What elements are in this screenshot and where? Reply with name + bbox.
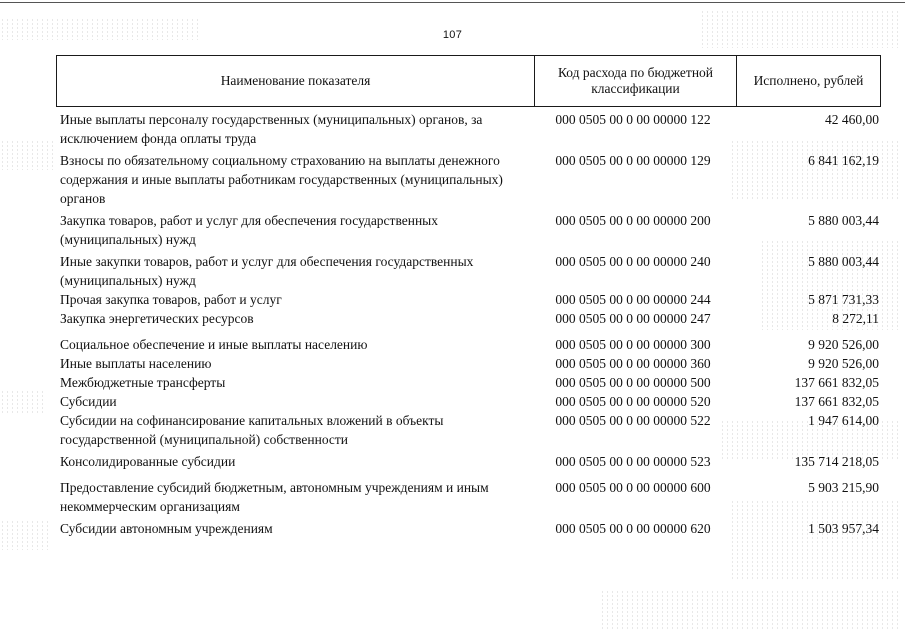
row-amount: 5 880 003,44 — [808, 213, 879, 228]
row-amount: 6 841 162,19 — [808, 153, 879, 168]
table-row — [56, 309, 881, 328]
row-code: 000 0505 00 0 00 00000 240 — [555, 254, 711, 269]
header-executed-amount: Исполнено, рублей — [753, 73, 864, 88]
header-indicator-name: Наименование показателя — [57, 56, 535, 106]
row-code: 000 0505 00 0 00 00000 600 — [555, 480, 711, 495]
row-name: Взносы по обязательному социальному страхованию на выплаты денежного содержания и иные выплаты работникам государственных (муниципальных) органов — [60, 153, 503, 206]
row-name: Межбюджетные трансферты — [60, 375, 226, 390]
scan-noise-left — [0, 140, 55, 170]
row-code: 000 0505 00 0 00 00000 500 — [555, 375, 711, 390]
scan-noise-bottom — [600, 590, 900, 630]
page-number: 107 — [442, 29, 463, 41]
row-amount: 9 920 526,00 — [808, 337, 879, 352]
row-name: Иные выплаты персоналу государственных (муниципальных) органов, за исключением фонда оплаты труда — [60, 112, 483, 146]
table-row — [56, 151, 881, 208]
table-row — [56, 373, 881, 392]
row-name: Иные выплаты населению — [60, 356, 212, 371]
table-row — [56, 452, 881, 471]
row-code: 000 0505 00 0 00 00000 122 — [555, 112, 711, 127]
row-name: Иные закупки товаров, работ и услуг для обеспечения государственных (муниципальных) нужд — [60, 254, 474, 288]
scan-noise-left-2 — [0, 390, 45, 415]
table-body — [56, 110, 881, 538]
row-amount: 42 460,00 — [825, 112, 879, 127]
row-name: Прочая закупка товаров, работ и услуг — [60, 292, 282, 307]
row-code: 000 0505 00 0 00 00000 520 — [555, 394, 711, 409]
row-code: 000 0505 00 0 00 00000 300 — [555, 337, 711, 352]
row-amount: 137 661 832,05 — [794, 375, 879, 390]
top-page-rule — [0, 2, 905, 3]
table-row — [56, 392, 881, 411]
row-name: Субсидии автономным учреждениям — [60, 521, 273, 536]
row-code: 000 0505 00 0 00 00000 247 — [555, 311, 711, 326]
row-amount: 5 903 215,90 — [808, 480, 879, 495]
table-row — [56, 110, 881, 148]
table-row — [56, 252, 881, 290]
row-name: Субсидии — [60, 394, 117, 409]
row-code: 000 0505 00 0 00 00000 620 — [555, 521, 711, 536]
table-row — [56, 335, 881, 354]
row-amount: 5 880 003,44 — [808, 254, 879, 269]
table-row — [56, 519, 881, 538]
row-name: Закупка энергетических ресурсов — [60, 311, 254, 326]
row-name: Предоставление субсидий бюджетным, автономным учреждениям и иным некоммерческим организациям — [60, 480, 489, 514]
table-header — [56, 55, 881, 107]
header-budget-code: Код расхода по бюджетной классификации — [535, 56, 737, 106]
table-row — [56, 478, 881, 516]
row-code: 000 0505 00 0 00 00000 523 — [555, 454, 711, 469]
row-code: 000 0505 00 0 00 00000 200 — [555, 213, 711, 228]
table-row — [56, 411, 881, 449]
scan-noise-left-3 — [0, 520, 50, 550]
row-amount: 8 272,11 — [832, 311, 879, 326]
table-row — [56, 354, 881, 373]
row-amount: 137 661 832,05 — [794, 394, 879, 409]
row-name: Субсидии на софинансирование капитальных вложений в объекты государственной (муниципальной) собственности — [60, 413, 444, 447]
row-code: 000 0505 00 0 00 00000 129 — [555, 153, 711, 168]
row-amount: 1 503 957,34 — [808, 521, 879, 536]
row-code: 000 0505 00 0 00 00000 360 — [555, 356, 711, 371]
table-row — [56, 290, 881, 309]
row-amount: 9 920 526,00 — [808, 356, 879, 371]
row-code: 000 0505 00 0 00 00000 522 — [555, 413, 711, 428]
row-amount: 5 871 731,33 — [808, 292, 879, 307]
row-code: 000 0505 00 0 00 00000 244 — [555, 292, 711, 307]
row-amount: 1 947 614,00 — [808, 413, 879, 428]
row-name: Социальное обеспечение и иные выплаты населению — [60, 337, 368, 352]
table-row — [56, 211, 881, 249]
row-name: Консолидированные субсидии — [60, 454, 236, 469]
row-name: Закупка товаров, работ и услуг для обеспечения государственных (муниципальных) нужд — [60, 213, 439, 247]
row-amount: 135 714 218,05 — [794, 454, 879, 469]
